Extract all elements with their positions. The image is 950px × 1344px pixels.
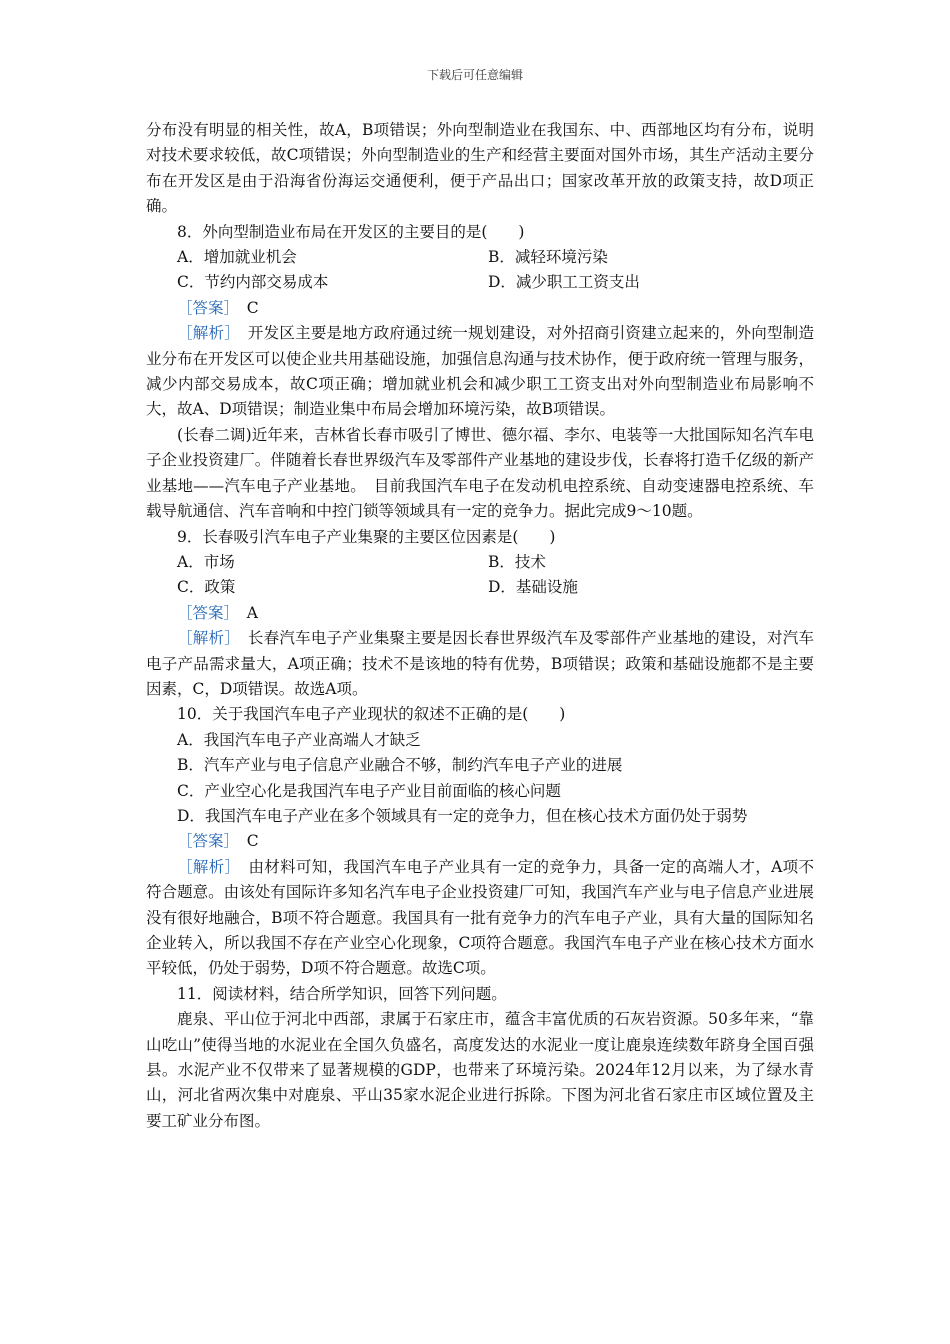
analysis-label: ［解析］ (177, 857, 233, 876)
option-a: A．市场 (177, 552, 235, 571)
analysis-label: ［解析］ (177, 629, 233, 648)
question-11-stem: 11．阅读材料，结合所学知识，回答下列问题。 (177, 984, 507, 1003)
answer-value: A (246, 603, 258, 622)
material-9-10: (长春二调)近年来，吉林省长春市吸引了博世、德尔福、李尔、电装等一大批国际知名汽车电子企业投资建厂。伴随着长春世界级汽车及零部件产业基地的建设步伐，长春将打造千亿级的新产业基地——汽车电子产业基地。 目前我国汽车电子在发动机电控系统、自动变速器电控系统、车载导航通信、汽车音响和中控门锁等领域具有一定的竞争力。据此完成9～10题。 (146, 425, 814, 521)
answer-label: ［答案］ (177, 603, 232, 622)
analysis-text: 由材料可知，我国汽车电子产业具有一定的竞争力，具备一定的高端人才，A项不符合题意。由该处有国际许多知名汽车电子企业投资建厂可知，我国汽车产业与电子信息产业进展没有很好地融合，B项不符合题意。我国具有一批有竞争力的汽车电子产业，具有大量的国际知名企业转入，所以我国不存在产业空心化现象，C项符合题意。我国汽车电子产业在核心技术方面水平较低，仍处于弱势，D项不符合题意。故选C项。 (146, 857, 814, 978)
option-a: A．增加就业机会 (177, 248, 297, 267)
option-c: C．节约内部交易成本 (177, 273, 329, 292)
option-d: D．基础设施 (488, 578, 578, 597)
question-9-answer (146, 601, 814, 626)
answer-label: ［答案］ (177, 832, 232, 851)
option-c: C．政策 (177, 578, 236, 597)
analysis-text: 长春汽车电子产业集聚主要是因长春世界级汽车及零部件产业基地的建设，对汽车电子产品需求量大，A项正确；技术不是该地的特有优势，B项错误；政策和基础设施都不是主要因素，C，D项错误。故选A项。 (146, 629, 814, 698)
question-9-options-row-2 (146, 575, 814, 600)
answer-label: ［答案］ (177, 298, 232, 317)
page-header: 下载后可任意编辑 (426, 68, 523, 82)
question-8-options-row-2 (146, 270, 814, 295)
question-9-stem: 9．长春吸引汽车电子产业集聚的主要区位因素是( ) (177, 527, 556, 546)
analysis-text: 开发区主要是地方政府通过统一规划建设，对外招商引资建立起来的，外向型制造业分布在开发区可以使企业共用基础设施，加强信息沟通与技术协作，便于政府统一管理与服务，减少内部交易成本，故C项正确；增加就业机会和减少职工工资支出对外向型制造业布局影响不大，故A、D项错误；制造业集中布局会增加环境污染，故B项错误。 (146, 324, 814, 419)
question-8-options-row-1 (146, 245, 814, 270)
question-9-options-row-1 (146, 550, 814, 575)
intro-paragraph: 分布没有明显的相关性，故A，B项错误；外向型制造业在我国东、中、西部地区均有分布，说明对技术要求较低，故C项错误；外向型制造业的生产和经营主要面对国外市场，其生产活动主要分布在开发区是由于沿海省份海运交通便利，便于产品出口；国家改革开放的政策支持，故D项正确。 (146, 121, 814, 216)
question-9-analysis (146, 626, 814, 702)
answer-value: C (246, 832, 259, 851)
question-8-answer (146, 296, 814, 321)
option-b: B．减轻环境污染 (488, 248, 608, 267)
answer-value: C (246, 298, 259, 317)
question-10-answer (146, 829, 814, 854)
document-body (146, 118, 814, 1134)
option-b: B．汽车产业与电子信息产业融合不够，制约汽车电子产业的进展 (177, 756, 623, 775)
option-c: C．产业空心化是我国汽车电子产业目前面临的核心问题 (177, 781, 561, 800)
question-8-stem: 8．外向型制造业布局在开发区的主要目的是( ) (177, 222, 525, 241)
analysis-label: ［解析］ (177, 324, 233, 343)
option-a: A．我国汽车电子产业高端人才缺乏 (177, 730, 421, 749)
option-b: B．技术 (488, 552, 546, 571)
option-d: D．我国汽车电子产业在多个领域具有一定的竞争力，但在核心技术方面仍处于弱势 (177, 806, 748, 825)
option-d: D．减少职工工资支出 (488, 273, 640, 292)
question-10-stem: 10．关于我国汽车电子产业现状的叙述不正确的是( ) (177, 705, 566, 724)
question-8-analysis (146, 321, 814, 423)
question-10-analysis (146, 855, 814, 982)
question-11-material: 鹿泉、平山位于河北中西部，隶属于石家庄市，蕴含丰富优质的石灰岩资源。50多年来，“靠山吃山”使得当地的水泥业在全国久负盛名，高度发达的水泥业一度让鹿泉连续数年跻身全国百强县。水泥产业不仅带来了显著规模的GDP，也带来了环境污染。2024年12月以来，为了绿水青山，河北省两次集中对鹿泉、平山35家水泥企业进行拆除。下图为河北省石家庄市区域位置及主要工矿业分布图。 (146, 1010, 814, 1130)
